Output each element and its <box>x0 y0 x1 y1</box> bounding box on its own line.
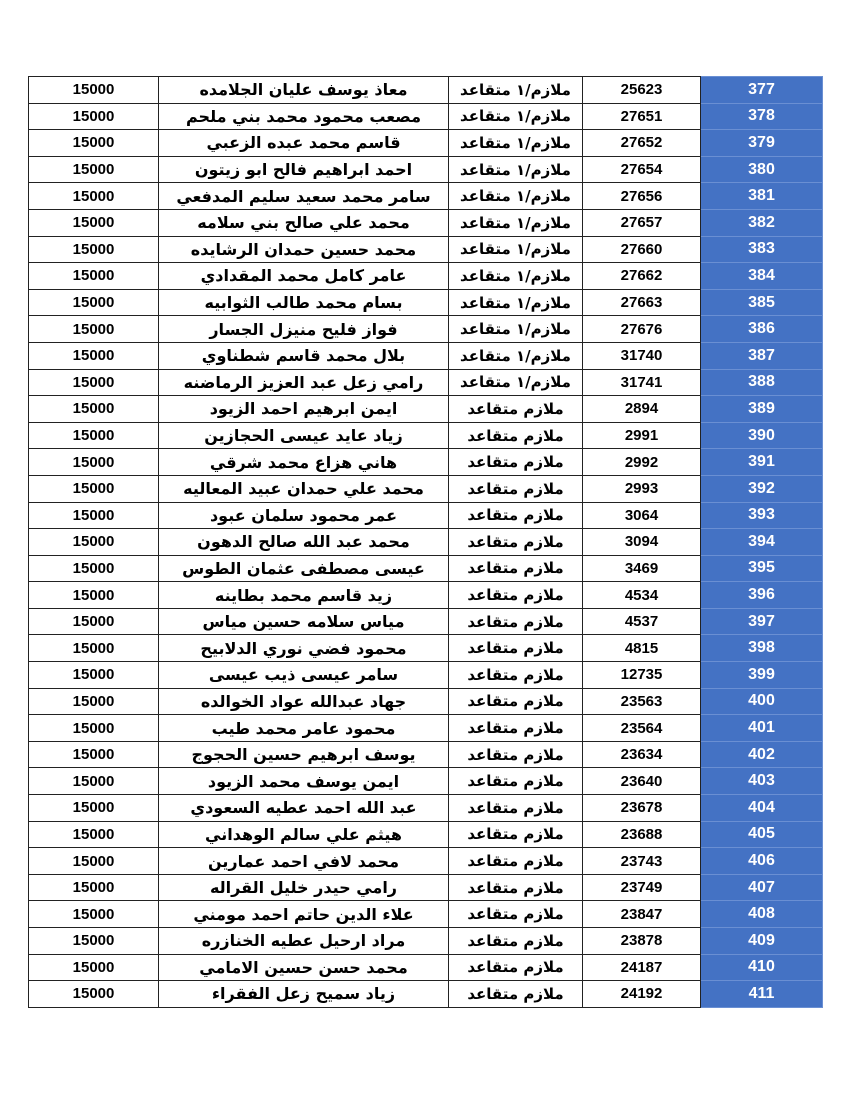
name-cell: هاني هزاع محمد شرقي <box>159 449 449 476</box>
sequence-number-cell: 388 <box>701 369 823 396</box>
amount-cell: 15000 <box>29 768 159 795</box>
table-row <box>29 342 823 369</box>
table-row <box>29 422 823 449</box>
rank-cell: ملازم/١ متقاعد <box>449 209 583 236</box>
amount-cell: 15000 <box>29 635 159 662</box>
sequence-number-cell: 393 <box>701 502 823 529</box>
name-cell: ايمن يوسف محمد الزيود <box>159 768 449 795</box>
table-row <box>29 662 823 689</box>
rank-cell: ملازم متقاعد <box>449 555 583 582</box>
id-number-cell: 23743 <box>583 848 701 875</box>
table-row <box>29 183 823 210</box>
table-row <box>29 502 823 529</box>
amount-cell: 15000 <box>29 608 159 635</box>
table-row <box>29 156 823 183</box>
id-number-cell: 27656 <box>583 183 701 210</box>
sequence-number-cell: 392 <box>701 475 823 502</box>
name-cell: معاذ يوسف عليان الجلامده <box>159 77 449 104</box>
rank-cell: ملازم متقاعد <box>449 662 583 689</box>
table-body <box>29 77 823 1008</box>
rank-cell: ملازم متقاعد <box>449 848 583 875</box>
sequence-number-cell: 403 <box>701 768 823 795</box>
amount-cell: 15000 <box>29 342 159 369</box>
rank-cell: ملازم متقاعد <box>449 422 583 449</box>
name-cell: محمود عامر محمد طيب <box>159 715 449 742</box>
amount-cell: 15000 <box>29 263 159 290</box>
table-row <box>29 475 823 502</box>
sequence-number-cell: 381 <box>701 183 823 210</box>
id-number-cell: 4534 <box>583 582 701 609</box>
table-row <box>29 954 823 981</box>
table-row <box>29 848 823 875</box>
id-number-cell: 4537 <box>583 608 701 635</box>
sequence-number-cell: 391 <box>701 449 823 476</box>
id-number-cell: 23564 <box>583 715 701 742</box>
sequence-number-cell: 407 <box>701 874 823 901</box>
amount-cell: 15000 <box>29 130 159 157</box>
rank-cell: ملازم متقاعد <box>449 768 583 795</box>
id-number-cell: 23563 <box>583 688 701 715</box>
id-number-cell: 2894 <box>583 396 701 423</box>
amount-cell: 15000 <box>29 183 159 210</box>
id-number-cell: 27654 <box>583 156 701 183</box>
id-number-cell: 3469 <box>583 555 701 582</box>
table-row <box>29 874 823 901</box>
amount-cell: 15000 <box>29 502 159 529</box>
sequence-number-cell: 402 <box>701 741 823 768</box>
name-cell: محمد حسن حسين الامامي <box>159 954 449 981</box>
table-row <box>29 529 823 556</box>
id-number-cell: 3094 <box>583 529 701 556</box>
sequence-number-cell: 408 <box>701 901 823 928</box>
id-number-cell: 27657 <box>583 209 701 236</box>
amount-cell: 15000 <box>29 77 159 104</box>
sequence-number-cell: 410 <box>701 954 823 981</box>
amount-cell: 15000 <box>29 369 159 396</box>
rank-cell: ملازم متقاعد <box>449 475 583 502</box>
table-row <box>29 130 823 157</box>
sequence-number-cell: 404 <box>701 795 823 822</box>
amount-cell: 15000 <box>29 236 159 263</box>
name-cell: عبد الله احمد عطيه السعودي <box>159 795 449 822</box>
table-row <box>29 608 823 635</box>
name-cell: سامر محمد سعيد سليم المدفعي <box>159 183 449 210</box>
sequence-number-cell: 411 <box>701 981 823 1008</box>
rank-cell: ملازم متقاعد <box>449 635 583 662</box>
id-number-cell: 27663 <box>583 289 701 316</box>
id-number-cell: 23634 <box>583 741 701 768</box>
sequence-number-cell: 382 <box>701 209 823 236</box>
name-cell: محمود فضي نوري الدلابيح <box>159 635 449 662</box>
id-number-cell: 25623 <box>583 77 701 104</box>
rank-cell: ملازم/١ متقاعد <box>449 316 583 343</box>
name-cell: محمد حسين حمدان الرشايده <box>159 236 449 263</box>
amount-cell: 15000 <box>29 874 159 901</box>
name-cell: سامر عيسى ذيب عيسى <box>159 662 449 689</box>
sequence-number-cell: 378 <box>701 103 823 130</box>
name-cell: بسام محمد طالب الثوابيه <box>159 289 449 316</box>
id-number-cell: 2993 <box>583 475 701 502</box>
table-row <box>29 289 823 316</box>
id-number-cell: 23749 <box>583 874 701 901</box>
rank-cell: ملازم متقاعد <box>449 954 583 981</box>
amount-cell: 15000 <box>29 741 159 768</box>
table-row <box>29 741 823 768</box>
rank-cell: ملازم/١ متقاعد <box>449 263 583 290</box>
amount-cell: 15000 <box>29 422 159 449</box>
id-number-cell: 23847 <box>583 901 701 928</box>
table-row <box>29 209 823 236</box>
amount-cell: 15000 <box>29 715 159 742</box>
name-cell: هيثم علي سالم الوهداني <box>159 821 449 848</box>
name-cell: علاء الدين حاتم احمد مومني <box>159 901 449 928</box>
rank-cell: ملازم متقاعد <box>449 795 583 822</box>
table-row <box>29 555 823 582</box>
rank-cell: ملازم متقاعد <box>449 449 583 476</box>
table-row <box>29 396 823 423</box>
rank-cell: ملازم متقاعد <box>449 741 583 768</box>
amount-cell: 15000 <box>29 209 159 236</box>
rank-cell: ملازم/١ متقاعد <box>449 342 583 369</box>
name-cell: مراد ارحيل عطيه الخنازره <box>159 928 449 955</box>
table-row <box>29 236 823 263</box>
sequence-number-cell: 409 <box>701 928 823 955</box>
sequence-number-cell: 385 <box>701 289 823 316</box>
id-number-cell: 31741 <box>583 369 701 396</box>
table-row <box>29 901 823 928</box>
name-cell: زيد قاسم محمد بطاينه <box>159 582 449 609</box>
id-number-cell: 23640 <box>583 768 701 795</box>
table-row <box>29 635 823 662</box>
sequence-number-cell: 389 <box>701 396 823 423</box>
name-cell: احمد ابراهيم فالح ابو زيتون <box>159 156 449 183</box>
rank-cell: ملازم متقاعد <box>449 821 583 848</box>
name-cell: مياس سلامه حسين مياس <box>159 608 449 635</box>
id-number-cell: 27651 <box>583 103 701 130</box>
sequence-number-cell: 400 <box>701 688 823 715</box>
id-number-cell: 23878 <box>583 928 701 955</box>
table-row <box>29 77 823 104</box>
rank-cell: ملازم متقاعد <box>449 874 583 901</box>
sequence-number-cell: 395 <box>701 555 823 582</box>
id-number-cell: 2991 <box>583 422 701 449</box>
name-cell: زياد سميح زعل الفقراء <box>159 981 449 1008</box>
name-cell: محمد علي حمدان عبيد المعاليه <box>159 475 449 502</box>
amount-cell: 15000 <box>29 901 159 928</box>
sequence-number-cell: 394 <box>701 529 823 556</box>
sequence-number-cell: 384 <box>701 263 823 290</box>
name-cell: رامي زعل عبد العزيز الرماضنه <box>159 369 449 396</box>
id-number-cell: 24192 <box>583 981 701 1008</box>
rank-cell: ملازم/١ متقاعد <box>449 183 583 210</box>
id-number-cell: 24187 <box>583 954 701 981</box>
name-cell: فواز فليح منيزل الجسار <box>159 316 449 343</box>
id-number-cell: 27660 <box>583 236 701 263</box>
sequence-number-cell: 390 <box>701 422 823 449</box>
amount-cell: 15000 <box>29 103 159 130</box>
id-number-cell: 31740 <box>583 342 701 369</box>
table-row <box>29 316 823 343</box>
amount-cell: 15000 <box>29 449 159 476</box>
id-number-cell: 27652 <box>583 130 701 157</box>
table-row <box>29 103 823 130</box>
amount-cell: 15000 <box>29 928 159 955</box>
rank-cell: ملازم/١ متقاعد <box>449 289 583 316</box>
amount-cell: 15000 <box>29 795 159 822</box>
id-number-cell: 23688 <box>583 821 701 848</box>
sequence-number-cell: 380 <box>701 156 823 183</box>
name-cell: ايمن ابرهيم احمد الزيود <box>159 396 449 423</box>
id-number-cell: 27662 <box>583 263 701 290</box>
sequence-number-cell: 405 <box>701 821 823 848</box>
id-number-cell: 12735 <box>583 662 701 689</box>
rank-cell: ملازم متقاعد <box>449 529 583 556</box>
sequence-number-cell: 401 <box>701 715 823 742</box>
rank-cell: ملازم متقاعد <box>449 608 583 635</box>
amount-cell: 15000 <box>29 555 159 582</box>
rank-cell: ملازم متقاعد <box>449 502 583 529</box>
amount-cell: 15000 <box>29 688 159 715</box>
rank-cell: ملازم متقاعد <box>449 688 583 715</box>
amount-cell: 15000 <box>29 954 159 981</box>
rank-cell: ملازم/١ متقاعد <box>449 77 583 104</box>
name-cell: رامي حيدر خليل القراله <box>159 874 449 901</box>
table-row <box>29 263 823 290</box>
rank-cell: ملازم متقاعد <box>449 981 583 1008</box>
sequence-number-cell: 379 <box>701 130 823 157</box>
rank-cell: ملازم/١ متقاعد <box>449 130 583 157</box>
table-row <box>29 795 823 822</box>
name-cell: مصعب محمود محمد بني ملحم <box>159 103 449 130</box>
name-cell: يوسف ابرهيم حسين الحجوج <box>159 741 449 768</box>
sequence-number-cell: 377 <box>701 77 823 104</box>
sequence-number-cell: 387 <box>701 342 823 369</box>
table-row <box>29 981 823 1008</box>
id-number-cell: 27676 <box>583 316 701 343</box>
table-row <box>29 715 823 742</box>
sequence-number-cell: 406 <box>701 848 823 875</box>
amount-cell: 15000 <box>29 289 159 316</box>
name-cell: عيسى مصطفى عثمان الطوس <box>159 555 449 582</box>
name-cell: جهاد عبدالله عواد الخوالده <box>159 688 449 715</box>
table-row <box>29 582 823 609</box>
sequence-number-cell: 396 <box>701 582 823 609</box>
name-cell: بلال محمد قاسم شطناوي <box>159 342 449 369</box>
payment-table <box>28 76 823 1008</box>
sequence-number-cell: 386 <box>701 316 823 343</box>
sequence-number-cell: 383 <box>701 236 823 263</box>
name-cell: محمد عبد الله صالح الدهون <box>159 529 449 556</box>
amount-cell: 15000 <box>29 396 159 423</box>
rank-cell: ملازم/١ متقاعد <box>449 236 583 263</box>
name-cell: عامر كامل محمد المقدادي <box>159 263 449 290</box>
rank-cell: ملازم متقاعد <box>449 396 583 423</box>
amount-cell: 15000 <box>29 529 159 556</box>
id-number-cell: 2992 <box>583 449 701 476</box>
table-row <box>29 688 823 715</box>
table-row <box>29 821 823 848</box>
rank-cell: ملازم متقاعد <box>449 582 583 609</box>
name-cell: محمد لافي احمد عمارين <box>159 848 449 875</box>
sequence-number-cell: 399 <box>701 662 823 689</box>
id-number-cell: 3064 <box>583 502 701 529</box>
rank-cell: ملازم متقاعد <box>449 928 583 955</box>
amount-cell: 15000 <box>29 582 159 609</box>
amount-cell: 15000 <box>29 316 159 343</box>
amount-cell: 15000 <box>29 475 159 502</box>
amount-cell: 15000 <box>29 981 159 1008</box>
sequence-number-cell: 398 <box>701 635 823 662</box>
name-cell: عمر محمود سلمان عبود <box>159 502 449 529</box>
table-row <box>29 768 823 795</box>
table-row <box>29 369 823 396</box>
rank-cell: ملازم متقاعد <box>449 715 583 742</box>
amount-cell: 15000 <box>29 821 159 848</box>
id-number-cell: 23678 <box>583 795 701 822</box>
name-cell: محمد علي صالح بني سلامه <box>159 209 449 236</box>
table-row <box>29 449 823 476</box>
sequence-number-cell: 397 <box>701 608 823 635</box>
id-number-cell: 4815 <box>583 635 701 662</box>
name-cell: زياد عايد عيسى الحجازين <box>159 422 449 449</box>
rank-cell: ملازم/١ متقاعد <box>449 156 583 183</box>
rank-cell: ملازم/١ متقاعد <box>449 369 583 396</box>
amount-cell: 15000 <box>29 662 159 689</box>
rank-cell: ملازم/١ متقاعد <box>449 103 583 130</box>
name-cell: قاسم محمد عبده الزعبي <box>159 130 449 157</box>
table-row <box>29 928 823 955</box>
amount-cell: 15000 <box>29 156 159 183</box>
amount-cell: 15000 <box>29 848 159 875</box>
rank-cell: ملازم متقاعد <box>449 901 583 928</box>
